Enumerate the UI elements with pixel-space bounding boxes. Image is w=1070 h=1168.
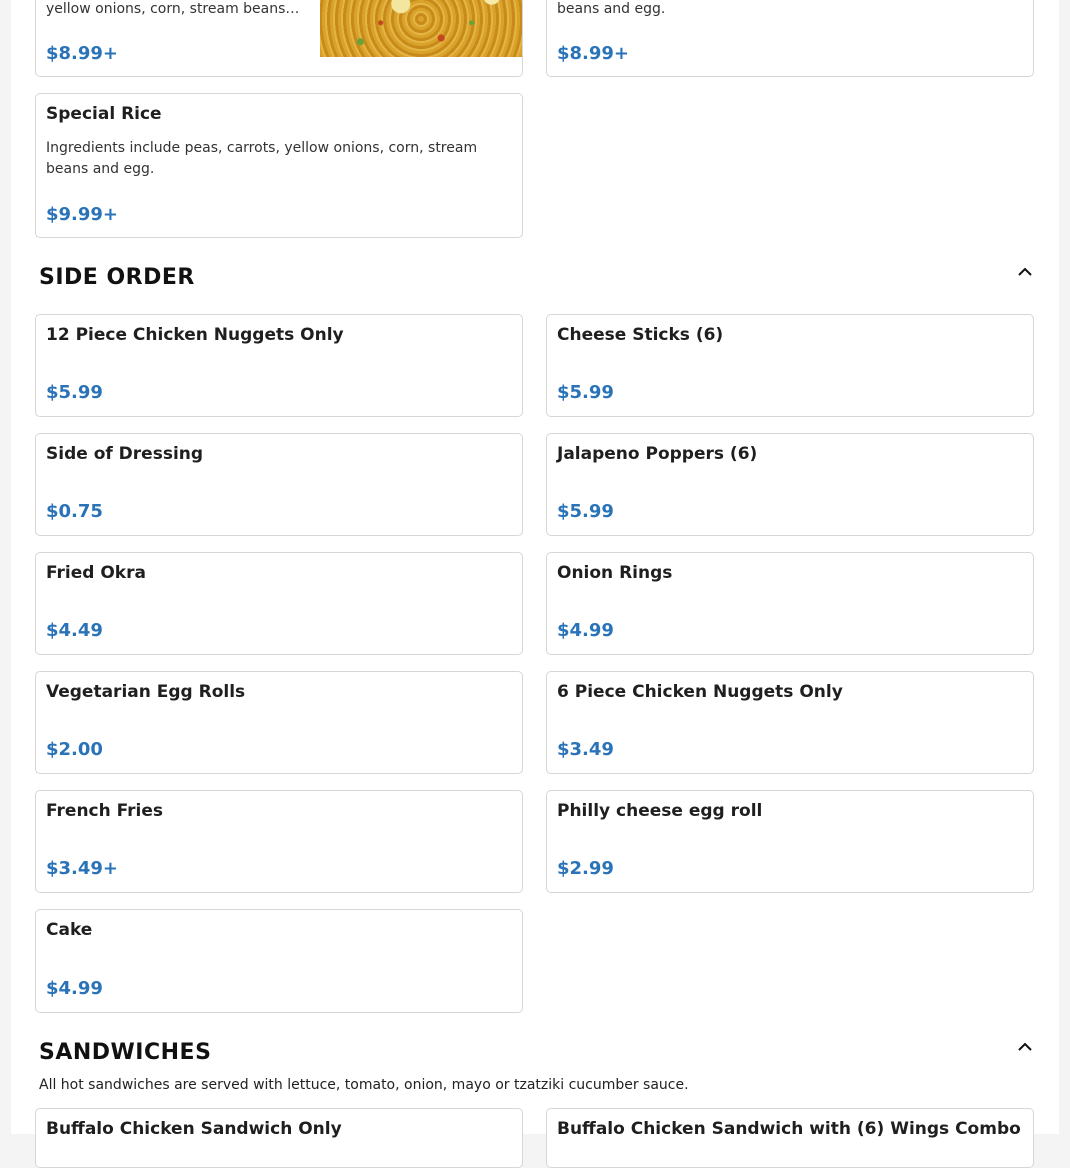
item-name: Jalapeno Poppers (6): [557, 444, 758, 464]
menu-item-card[interactable]: [546, 671, 1034, 774]
food-photo: [320, 0, 522, 57]
item-name: Cheese Sticks (6): [557, 325, 724, 345]
item-price: $5.99: [557, 501, 614, 522]
item-price: $2.00: [46, 739, 103, 760]
item-name: Vegetarian Egg Rolls: [46, 682, 246, 702]
menu-item-card[interactable]: [35, 314, 523, 417]
item-description-line: beans and egg.: [46, 161, 155, 177]
menu-item-card[interactable]: [546, 433, 1034, 536]
menu-item-card[interactable]: [35, 1108, 523, 1168]
menu-item-card[interactable]: [35, 552, 523, 655]
menu-item-card[interactable]: [546, 0, 1034, 77]
item-name: Special Rice: [46, 104, 162, 124]
item-price: $9.99+: [46, 204, 119, 225]
item-price: $3.49+: [46, 858, 119, 879]
menu-item-card[interactable]: [35, 671, 523, 774]
item-name: Side of Dressing: [46, 444, 204, 464]
menu-item-card[interactable]: [546, 552, 1034, 655]
item-price: $4.99: [46, 978, 103, 999]
item-price: $0.75: [46, 501, 103, 522]
item-name: Buffalo Chicken Sandwich with (6) Wings Combo: [557, 1119, 1021, 1139]
item-description-line: Ingredients include peas, carrots, yellow onions, corn, stream: [46, 140, 478, 156]
item-name: Fried Okra: [46, 563, 146, 583]
section-title-side-order: SIDE ORDER: [39, 265, 195, 290]
section-title-sandwiches: SANDWICHES: [39, 1040, 212, 1065]
item-name: 6 Piece Chicken Nuggets Only: [557, 682, 843, 702]
menu-item-card[interactable]: [546, 314, 1034, 417]
item-price: $8.99+: [46, 43, 119, 64]
item-name: Philly cheese egg roll: [557, 801, 763, 821]
item-name: French Fries: [46, 801, 164, 821]
menu-item-card[interactable]: [35, 0, 523, 77]
menu-item-card[interactable]: [35, 93, 523, 238]
item-name: Cake: [46, 920, 93, 940]
item-price: $3.49: [557, 739, 614, 760]
menu-item-card[interactable]: [35, 790, 523, 893]
item-price: $5.99: [46, 382, 103, 403]
item-price: $5.99: [557, 382, 614, 403]
item-name: Buffalo Chicken Sandwich Only: [46, 1119, 342, 1139]
menu-item-card[interactable]: [35, 909, 523, 1013]
menu-item-card[interactable]: [546, 790, 1034, 893]
chevron-up-icon[interactable]: [1015, 262, 1035, 282]
item-description: yellow onions, corn, stream beans…: [46, 1, 300, 17]
item-name: Onion Rings: [557, 563, 673, 583]
menu-item-card[interactable]: [546, 1108, 1034, 1168]
item-price: $8.99+: [557, 43, 630, 64]
item-name: 12 Piece Chicken Nuggets Only: [46, 325, 344, 345]
item-description: beans and egg.: [557, 1, 666, 17]
menu-page: [11, 0, 1059, 1139]
item-price: $2.99: [557, 858, 614, 879]
item-description: [46, 138, 506, 180]
chevron-up-icon[interactable]: [1015, 1037, 1035, 1057]
item-price: $4.99: [557, 620, 614, 641]
menu-item-card[interactable]: [35, 433, 523, 536]
item-price: $4.49: [46, 620, 103, 641]
section-description: All hot sandwiches are served with lettuce, tomato, onion, mayo or tzatziki cucumber sauce.: [39, 1077, 689, 1093]
